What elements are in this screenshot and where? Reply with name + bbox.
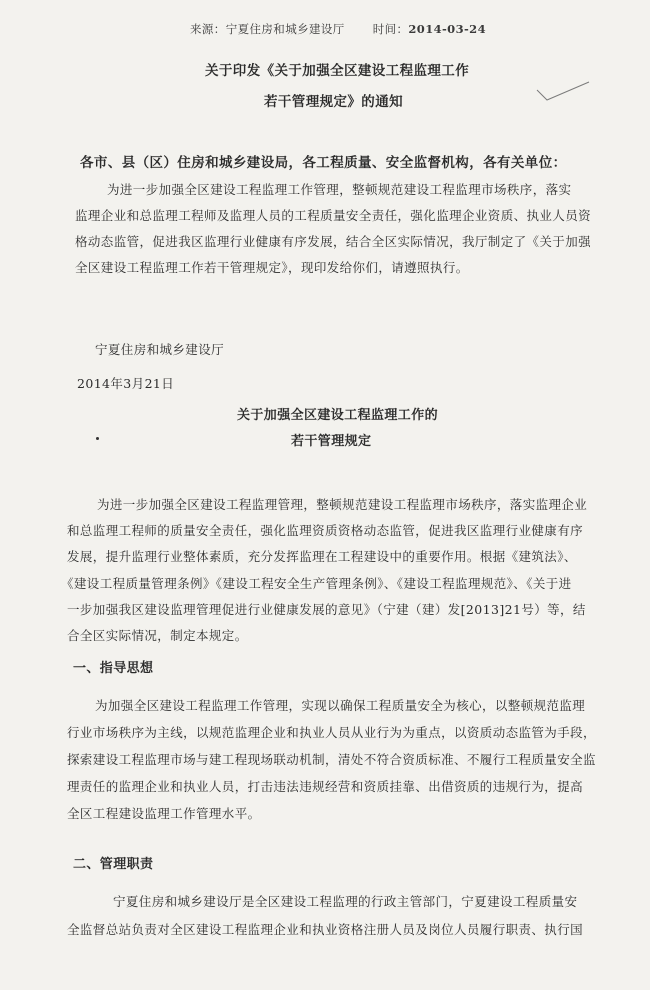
section2-heading: 二、管理职责	[73, 857, 154, 872]
section2-line: 全监督总站负责对全区建设工程监理企业和执业资格注册人员及岗位人员履行职责、执行国	[67, 922, 584, 937]
section1-heading: 一、指导思想	[73, 661, 154, 676]
source-line	[190, 20, 486, 38]
regulation-intro-line: 一步加强我区建设监理管理促进行业健康发展的意见》（宁建（建）发[2013]21号）等，结	[67, 602, 586, 617]
notice-addressee: 各市、县（区）住房和城乡建设局，各工程质量、安全监督机构，各有关单位：	[80, 155, 567, 171]
time-label: 时间：	[372, 22, 409, 36]
regulation-title-line1: 关于加强全区建设工程监理工作的	[237, 408, 439, 423]
regulation-intro-line: 为进一步加强全区建设工程监理管理，整顿规范建设工程监理市场秩序，落实监理企业	[97, 497, 588, 512]
section1-line: 行业市场秩序为主线，以规范监理企业和执业人员从业行为为重点，以资质动态监管为手段，	[67, 725, 596, 740]
regulation-intro-line: 发展，提升监理行业整体素质，充分发挥监理在工程建设中的重要作用。根据《建筑法》、	[67, 549, 577, 564]
regulation-intro-line: 和总监理工程师的质量安全责任，强化监理资质资格动态监管，促进我区监理行业健康有序	[67, 523, 584, 538]
bullet-dot	[96, 437, 99, 440]
section1-line: 全区工程建设监理工作管理水平。	[67, 806, 261, 821]
regulation-title-line2: 若干管理规定	[291, 434, 372, 449]
publish-date: 2014-03-24	[408, 22, 486, 36]
notice-body-line: 为进一步加强全区建设工程监理工作管理，整顿规范建设工程监理市场秩序，落实	[107, 182, 572, 197]
notice-title-line2: 若干管理规定》的通知	[264, 94, 403, 110]
notice-issuer: 宁夏住房和城乡建设厅	[95, 342, 225, 357]
notice-title-line1: 关于印发《关于加强全区建设工程监理工作	[205, 63, 470, 79]
source-label: 来源：宁夏住房和城乡建设厅	[190, 22, 345, 36]
notice-body-line: 全区建设工程监理工作若干管理规定》，现印发给你们，请遵照执行。	[75, 260, 469, 275]
regulation-intro-line: 《建设工程质量管理条例》《建设工程安全生产管理条例》、《建设工程监理规范》、《关于进	[61, 576, 572, 591]
notice-date: 2014年3月21日	[77, 376, 175, 391]
notice-body-line: 格动态监管，促进我区监理行业健康有序发展，结合全区实际情况，我厅制定了《关于加强	[75, 234, 592, 249]
section2-line: 宁夏住房和城乡建设厅是全区建设工程监理的行政主管部门，宁夏建设工程质量安	[113, 894, 578, 909]
section1-line: 理责任的监理企业和执业人员，打击违法违规经营和资质挂靠、出借资质的违规行为，提高	[67, 779, 584, 794]
section1-line: 探索建设工程监理市场与建工程现场联动机制，清处不符合资质标准、不履行工程质量安全监	[67, 752, 596, 767]
regulation-intro-line: 合全区实际情况，制定本规定。	[67, 628, 248, 643]
section1-line: 为加强全区建设工程监理工作管理，实现以确保工程质量安全为核心，以整顿规范监理	[95, 698, 586, 713]
notice-body-line: 监理企业和总监理工程师及监理人员的工程质量安全责任，强化监理企业资质、执业人员资	[75, 208, 592, 223]
check-mark-icon	[533, 78, 593, 108]
